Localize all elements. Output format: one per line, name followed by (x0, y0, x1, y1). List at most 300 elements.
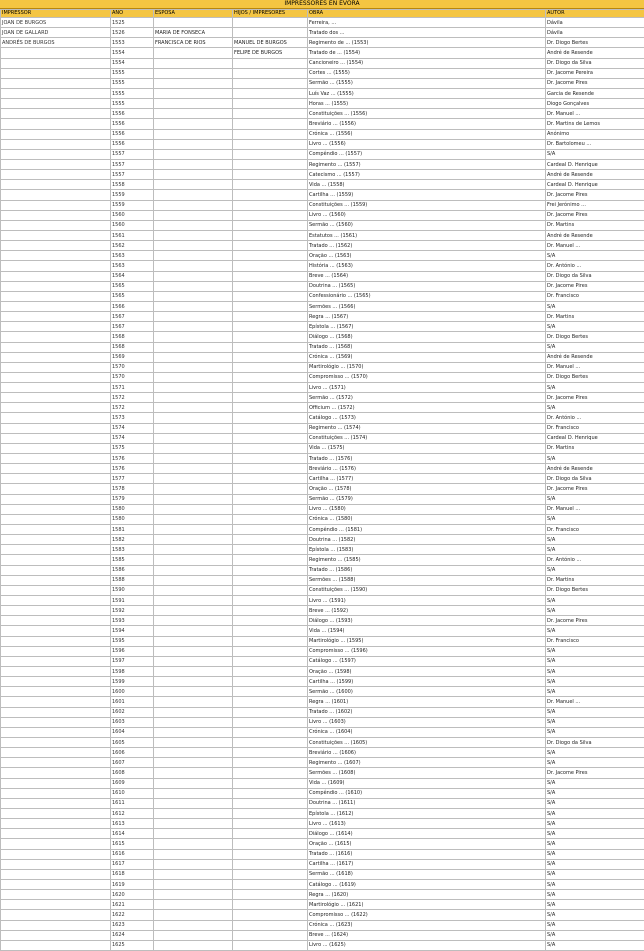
obra-cell[interactable]: Confessionário ... (1565) (308, 291, 546, 301)
obra-cell[interactable]: Officium ... (1572) (308, 403, 546, 413)
impressor-cell[interactable] (1, 798, 111, 808)
hijos-cell[interactable] (233, 271, 308, 281)
hijos-cell[interactable] (233, 778, 308, 788)
esposa-cell[interactable] (154, 220, 233, 230)
autor-cell[interactable]: Dr. Jacome Pires (546, 281, 644, 291)
hijos-cell[interactable] (233, 920, 308, 930)
esposa-cell[interactable] (154, 687, 233, 697)
impressor-cell[interactable] (1, 200, 111, 210)
obra-cell[interactable]: Constituições ... (1605) (308, 737, 546, 747)
autor-cell[interactable]: S/A (546, 687, 644, 697)
impressor-cell[interactable] (1, 109, 111, 119)
ano-cell[interactable]: 1598 (111, 667, 154, 677)
esposa-cell[interactable] (154, 170, 233, 180)
impressor-cell[interactable] (1, 717, 111, 727)
autor-cell[interactable]: Dr. Francisco (546, 291, 644, 301)
obra-cell[interactable]: Cancioneiro ... (1554) (308, 58, 546, 68)
autor-cell[interactable]: André de Resende (546, 170, 644, 180)
obra-cell[interactable]: Sermões ... (1566) (308, 301, 546, 311)
impressor-cell[interactable] (1, 291, 111, 301)
autor-cell[interactable]: Dr. Diogo da Silva (546, 737, 644, 747)
autor-cell[interactable]: S/A (546, 910, 644, 920)
obra-cell[interactable]: Breve ... (1592) (308, 606, 546, 616)
esposa-cell[interactable] (154, 545, 233, 555)
esposa-cell[interactable] (154, 200, 233, 210)
hijos-cell[interactable] (233, 180, 308, 190)
esposa-cell[interactable] (154, 606, 233, 616)
esposa-cell[interactable] (154, 210, 233, 220)
impressor-cell[interactable] (1, 241, 111, 251)
impressor-cell[interactable] (1, 322, 111, 332)
esposa-cell[interactable] (154, 443, 233, 453)
esposa-cell[interactable] (154, 190, 233, 200)
impressor-cell[interactable] (1, 940, 111, 950)
hijos-cell[interactable] (233, 677, 308, 687)
esposa-cell[interactable] (154, 322, 233, 332)
obra-cell[interactable]: Diálogo ... (1593) (308, 616, 546, 626)
hijos-cell[interactable] (233, 251, 308, 261)
esposa-cell[interactable] (154, 626, 233, 636)
autor-cell[interactable]: S/A (546, 646, 644, 656)
hijos-cell[interactable] (233, 798, 308, 808)
ano-cell[interactable]: 1560 (111, 220, 154, 230)
impressor-cell[interactable] (1, 808, 111, 818)
hijos-cell[interactable] (233, 606, 308, 616)
obra-cell[interactable]: Livro ... (1591) (308, 596, 546, 606)
ano-cell[interactable]: 1560 (111, 210, 154, 220)
esposa-cell[interactable] (154, 839, 233, 849)
obra-cell[interactable]: Cartilha ... (1577) (308, 474, 546, 484)
hijos-cell[interactable] (233, 18, 308, 28)
impressor-cell[interactable] (1, 525, 111, 535)
hijos-cell[interactable] (233, 139, 308, 149)
hijos-cell[interactable] (233, 890, 308, 900)
esposa-cell[interactable] (154, 667, 233, 677)
esposa-cell[interactable] (154, 413, 233, 423)
esposa-cell[interactable] (154, 433, 233, 443)
obra-cell[interactable]: Catecismo ... (1557) (308, 170, 546, 180)
autor-cell[interactable]: S/A (546, 565, 644, 575)
esposa-cell[interactable] (154, 890, 233, 900)
esposa-cell[interactable] (154, 940, 233, 950)
obra-cell[interactable]: Estatutos ... (1561) (308, 230, 546, 240)
esposa-cell[interactable] (154, 525, 233, 535)
obra-cell[interactable]: Diálogo ... (1568) (308, 332, 546, 342)
esposa-cell[interactable]: MARIA DE FONSECA (154, 28, 233, 38)
obra-cell[interactable]: Sermões ... (1608) (308, 768, 546, 778)
autor-cell[interactable]: S/A (546, 545, 644, 555)
obra-cell[interactable]: Oração ... (1578) (308, 484, 546, 494)
autor-cell[interactable]: Dr. Jacome Pires (546, 190, 644, 200)
ano-cell[interactable]: 1554 (111, 48, 154, 58)
obra-cell[interactable]: Livro ... (1560) (308, 210, 546, 220)
obra-cell[interactable]: Tratado ... (1586) (308, 565, 546, 575)
esposa-cell[interactable] (154, 383, 233, 393)
autor-cell[interactable]: André de Resende (546, 48, 644, 58)
obra-cell[interactable]: Crónica ... (1556) (308, 129, 546, 139)
impressor-cell[interactable] (1, 575, 111, 585)
esposa-cell[interactable] (154, 788, 233, 798)
esposa-cell[interactable] (154, 18, 233, 28)
obra-cell[interactable]: Compromisso ... (1596) (308, 646, 546, 656)
ano-cell[interactable]: 1624 (111, 930, 154, 940)
obra-cell[interactable]: Tratado ... (1602) (308, 707, 546, 717)
autor-cell[interactable]: S/A (546, 535, 644, 545)
hijos-cell[interactable] (233, 443, 308, 453)
obra-cell[interactable]: Tratado ... (1616) (308, 849, 546, 859)
impressor-cell[interactable] (1, 707, 111, 717)
ano-cell[interactable]: 1582 (111, 535, 154, 545)
autor-cell[interactable]: S/A (546, 727, 644, 737)
ano-cell[interactable]: 1602 (111, 707, 154, 717)
impressor-cell[interactable] (1, 443, 111, 453)
autor-cell[interactable]: Dr. Diogo da Silva (546, 58, 644, 68)
esposa-cell[interactable] (154, 859, 233, 869)
impressor-cell[interactable] (1, 930, 111, 940)
ano-cell[interactable]: 1570 (111, 362, 154, 372)
obra-cell[interactable]: Luís Vaz ... (1555) (308, 88, 546, 98)
ano-cell[interactable]: 1559 (111, 200, 154, 210)
autor-cell[interactable]: Dr. Francisco (546, 525, 644, 535)
impressor-cell[interactable] (1, 606, 111, 616)
header-obra[interactable]: OBRA (308, 10, 546, 18)
ano-cell[interactable]: 1613 (111, 819, 154, 829)
autor-cell[interactable]: Dr. Diogo da Silva (546, 474, 644, 484)
esposa-cell[interactable] (154, 362, 233, 372)
impressor-cell[interactable] (1, 352, 111, 362)
obra-cell[interactable]: Martirológio ... (1570) (308, 362, 546, 372)
obra-cell[interactable]: Oração ... (1615) (308, 839, 546, 849)
ano-cell[interactable]: 1595 (111, 636, 154, 646)
esposa-cell[interactable] (154, 281, 233, 291)
esposa-cell[interactable] (154, 109, 233, 119)
esposa-cell[interactable] (154, 697, 233, 707)
obra-cell[interactable]: Tratado ... (1568) (308, 342, 546, 352)
autor-cell[interactable]: André de Resende (546, 352, 644, 362)
impressor-cell[interactable] (1, 190, 111, 200)
impressor-cell[interactable] (1, 626, 111, 636)
hijos-cell[interactable] (233, 737, 308, 747)
ano-cell[interactable]: 1625 (111, 940, 154, 950)
impressor-cell[interactable] (1, 494, 111, 504)
hijos-cell[interactable] (233, 687, 308, 697)
hijos-cell[interactable] (233, 383, 308, 393)
hijos-cell[interactable] (233, 565, 308, 575)
obra-cell[interactable]: Crónica ... (1623) (308, 920, 546, 930)
ano-cell[interactable]: 1620 (111, 890, 154, 900)
impressor-cell[interactable] (1, 768, 111, 778)
ano-cell[interactable]: 1577 (111, 474, 154, 484)
autor-cell[interactable]: Dr. Jacome Pires (546, 210, 644, 220)
ano-cell[interactable]: 1563 (111, 261, 154, 271)
obra-cell[interactable]: Vida ... (1558) (308, 180, 546, 190)
autor-cell[interactable]: Dr. Jacome Pires (546, 78, 644, 88)
hijos-cell[interactable] (233, 301, 308, 311)
autor-cell[interactable]: Dr. Manuel ... (546, 109, 644, 119)
obra-cell[interactable]: Vida ... (1575) (308, 443, 546, 453)
hijos-cell[interactable] (233, 808, 308, 818)
autor-cell[interactable]: S/A (546, 342, 644, 352)
ano-cell[interactable]: 1607 (111, 758, 154, 768)
ano-cell[interactable]: 1576 (111, 464, 154, 474)
impressor-cell[interactable] (1, 616, 111, 626)
autor-cell[interactable]: S/A (546, 514, 644, 524)
hijos-cell[interactable] (233, 829, 308, 839)
obra-cell[interactable]: Diálogo ... (1614) (308, 829, 546, 839)
esposa-cell[interactable] (154, 454, 233, 464)
ano-cell[interactable]: 1618 (111, 869, 154, 879)
ano-cell[interactable]: 1572 (111, 403, 154, 413)
impressor-cell[interactable] (1, 281, 111, 291)
impressor-cell[interactable] (1, 342, 111, 352)
ano-cell[interactable]: 1615 (111, 839, 154, 849)
hijos-cell[interactable] (233, 879, 308, 889)
esposa-cell[interactable] (154, 88, 233, 98)
hijos-cell[interactable] (233, 464, 308, 474)
impressor-cell[interactable] (1, 58, 111, 68)
autor-cell[interactable]: Dr. Manuel ... (546, 241, 644, 251)
autor-cell[interactable]: S/A (546, 596, 644, 606)
hijos-cell[interactable] (233, 585, 308, 595)
ano-cell[interactable]: 1608 (111, 768, 154, 778)
autor-cell[interactable]: S/A (546, 788, 644, 798)
autor-cell[interactable]: Dr. Jacome Pereira (546, 68, 644, 78)
hijos-cell[interactable] (233, 342, 308, 352)
esposa-cell[interactable] (154, 798, 233, 808)
esposa-cell[interactable] (154, 159, 233, 169)
hijos-cell[interactable] (233, 68, 308, 78)
esposa-cell[interactable] (154, 879, 233, 889)
impressor-cell[interactable] (1, 656, 111, 666)
impressor-cell[interactable] (1, 129, 111, 139)
obra-cell[interactable]: Compromisso ... (1570) (308, 372, 546, 382)
esposa-cell[interactable] (154, 555, 233, 565)
obra-cell[interactable]: Breviário ... (1576) (308, 464, 546, 474)
hijos-cell[interactable] (233, 930, 308, 940)
esposa-cell[interactable] (154, 230, 233, 240)
esposa-cell[interactable] (154, 727, 233, 737)
hijos-cell[interactable] (233, 261, 308, 271)
autor-cell[interactable]: S/A (546, 748, 644, 758)
ano-cell[interactable]: 1603 (111, 717, 154, 727)
ano-cell[interactable]: 1562 (111, 241, 154, 251)
impressor-cell[interactable] (1, 788, 111, 798)
esposa-cell[interactable] (154, 646, 233, 656)
autor-cell[interactable]: Dávila (546, 18, 644, 28)
obra-cell[interactable]: Breviário ... (1556) (308, 119, 546, 129)
impressor-cell[interactable] (1, 312, 111, 322)
hijos-cell[interactable] (233, 352, 308, 362)
hijos-cell[interactable] (233, 149, 308, 159)
ano-cell[interactable]: 1526 (111, 28, 154, 38)
ano-cell[interactable]: 1555 (111, 78, 154, 88)
obra-cell[interactable]: Breviário ... (1606) (308, 748, 546, 758)
esposa-cell[interactable] (154, 352, 233, 362)
hijos-cell[interactable] (233, 555, 308, 565)
obra-cell[interactable]: Regimento de ... (1553) (308, 38, 546, 48)
hijos-cell[interactable] (233, 940, 308, 950)
autor-cell[interactable]: Dávila (546, 28, 644, 38)
ano-cell[interactable]: 1581 (111, 525, 154, 535)
esposa-cell[interactable] (154, 403, 233, 413)
autor-cell[interactable]: Cardeal D. Henrique (546, 433, 644, 443)
obra-cell[interactable]: Cartilha ... (1617) (308, 859, 546, 869)
autor-cell[interactable]: Dr. Diogo Bertes (546, 372, 644, 382)
header-impressor[interactable]: IMPRESSOR (1, 10, 111, 18)
ano-cell[interactable]: 1604 (111, 727, 154, 737)
esposa-cell[interactable] (154, 748, 233, 758)
esposa-cell[interactable] (154, 707, 233, 717)
ano-cell[interactable]: 1557 (111, 149, 154, 159)
ano-cell[interactable]: 1561 (111, 230, 154, 240)
esposa-cell[interactable] (154, 808, 233, 818)
hijos-cell[interactable] (233, 58, 308, 68)
esposa-cell[interactable] (154, 677, 233, 687)
impressor-cell[interactable] (1, 504, 111, 514)
ano-cell[interactable]: 1616 (111, 849, 154, 859)
hijos-cell[interactable] (233, 291, 308, 301)
impressor-cell[interactable] (1, 149, 111, 159)
autor-cell[interactable]: Frei Jerónimo ... (546, 200, 644, 210)
impressor-cell[interactable] (1, 667, 111, 677)
hijos-cell[interactable] (233, 768, 308, 778)
hijos-cell[interactable] (233, 900, 308, 910)
hijos-cell[interactable] (233, 646, 308, 656)
impressor-cell[interactable] (1, 879, 111, 889)
impressor-cell[interactable] (1, 646, 111, 656)
hijos-cell[interactable] (233, 788, 308, 798)
ano-cell[interactable]: 1617 (111, 859, 154, 869)
autor-cell[interactable]: S/A (546, 839, 644, 849)
ano-cell[interactable]: 1622 (111, 910, 154, 920)
ano-cell[interactable]: 1565 (111, 291, 154, 301)
autor-cell[interactable]: S/A (546, 829, 644, 839)
esposa-cell[interactable] (154, 241, 233, 251)
esposa-cell[interactable] (154, 312, 233, 322)
hijos-cell[interactable] (233, 230, 308, 240)
ano-cell[interactable]: 1573 (111, 413, 154, 423)
obra-cell[interactable]: Sermão ... (1572) (308, 393, 546, 403)
autor-cell[interactable]: S/A (546, 879, 644, 889)
obra-cell[interactable]: Regimento ... (1585) (308, 555, 546, 565)
impressor-cell[interactable] (1, 737, 111, 747)
autor-cell[interactable]: Dr. Jacome Pires (546, 616, 644, 626)
autor-cell[interactable]: Dr. Manuel ... (546, 362, 644, 372)
impressor-cell[interactable] (1, 423, 111, 433)
impressor-cell[interactable] (1, 332, 111, 342)
impressor-cell[interactable] (1, 362, 111, 372)
obra-cell[interactable]: Cortes ... (1555) (308, 68, 546, 78)
impressor-cell[interactable] (1, 433, 111, 443)
impressor-cell[interactable] (1, 251, 111, 261)
ano-cell[interactable]: 1555 (111, 99, 154, 109)
esposa-cell[interactable] (154, 261, 233, 271)
hijos-cell[interactable] (233, 849, 308, 859)
hijos-cell[interactable] (233, 535, 308, 545)
hijos-cell[interactable] (233, 514, 308, 524)
hijos-cell[interactable] (233, 707, 308, 717)
hijos-cell[interactable] (233, 545, 308, 555)
autor-cell[interactable]: S/A (546, 251, 644, 261)
ano-cell[interactable]: 1594 (111, 626, 154, 636)
impressor-cell[interactable] (1, 139, 111, 149)
impressor-cell[interactable] (1, 88, 111, 98)
hijos-cell[interactable] (233, 504, 308, 514)
autor-cell[interactable]: S/A (546, 798, 644, 808)
impressor-cell[interactable]: JOAN DE GALLARD (1, 28, 111, 38)
ano-cell[interactable]: 1576 (111, 454, 154, 464)
obra-cell[interactable]: Breve ... (1564) (308, 271, 546, 281)
autor-cell[interactable]: Dr. Francisco (546, 423, 644, 433)
impressor-cell[interactable] (1, 849, 111, 859)
ano-cell[interactable]: 1593 (111, 616, 154, 626)
hijos-cell[interactable] (233, 626, 308, 636)
obra-cell[interactable]: Cartilha ... (1559) (308, 190, 546, 200)
obra-cell[interactable]: Sermão ... (1555) (308, 78, 546, 88)
impressor-cell[interactable] (1, 383, 111, 393)
ano-cell[interactable]: 1574 (111, 433, 154, 443)
esposa-cell[interactable] (154, 504, 233, 514)
hijos-cell[interactable] (233, 717, 308, 727)
ano-cell[interactable]: 1565 (111, 281, 154, 291)
impressor-cell[interactable] (1, 393, 111, 403)
obra-cell[interactable]: Livro ... (1613) (308, 819, 546, 829)
hijos-cell[interactable] (233, 667, 308, 677)
ano-cell[interactable]: 1580 (111, 514, 154, 524)
esposa-cell[interactable] (154, 149, 233, 159)
obra-cell[interactable]: Vida ... (1594) (308, 626, 546, 636)
obra-cell[interactable]: Martirológio ... (1621) (308, 900, 546, 910)
hijos-cell[interactable] (233, 393, 308, 403)
ano-cell[interactable]: 1612 (111, 808, 154, 818)
obra-cell[interactable]: Livro ... (1580) (308, 504, 546, 514)
header-ano[interactable]: AÑO (111, 10, 154, 18)
hijos-cell[interactable] (233, 210, 308, 220)
ano-cell[interactable]: 1611 (111, 798, 154, 808)
ano-cell[interactable]: 1574 (111, 423, 154, 433)
ano-cell[interactable]: 1623 (111, 920, 154, 930)
ano-cell[interactable]: 1579 (111, 494, 154, 504)
esposa-cell[interactable] (154, 474, 233, 484)
esposa-cell[interactable] (154, 393, 233, 403)
ano-cell[interactable]: 1525 (111, 18, 154, 28)
impressor-cell[interactable] (1, 119, 111, 129)
ano-cell[interactable]: 1610 (111, 788, 154, 798)
impressor-cell[interactable] (1, 758, 111, 768)
hijos-cell[interactable] (233, 727, 308, 737)
esposa-cell[interactable] (154, 342, 233, 352)
impressor-cell[interactable] (1, 920, 111, 930)
esposa-cell[interactable] (154, 575, 233, 585)
esposa-cell[interactable] (154, 930, 233, 940)
impressor-cell[interactable] (1, 839, 111, 849)
impressor-cell[interactable] (1, 687, 111, 697)
obra-cell[interactable]: Catálogo ... (1573) (308, 413, 546, 423)
autor-cell[interactable]: André de Resende (546, 464, 644, 474)
ano-cell[interactable]: 1556 (111, 129, 154, 139)
header-autor[interactable]: AUTOR (546, 10, 644, 18)
ano-cell[interactable]: 1556 (111, 109, 154, 119)
esposa-cell[interactable] (154, 464, 233, 474)
obra-cell[interactable]: Epístola ... (1612) (308, 808, 546, 818)
impressor-cell[interactable]: JOAN DE BURGOS (1, 18, 111, 28)
impressor-cell[interactable] (1, 474, 111, 484)
autor-cell[interactable]: S/A (546, 626, 644, 636)
obra-cell[interactable]: Crónica ... (1604) (308, 727, 546, 737)
esposa-cell[interactable] (154, 139, 233, 149)
hijos-cell[interactable] (233, 758, 308, 768)
ano-cell[interactable]: 1578 (111, 484, 154, 494)
